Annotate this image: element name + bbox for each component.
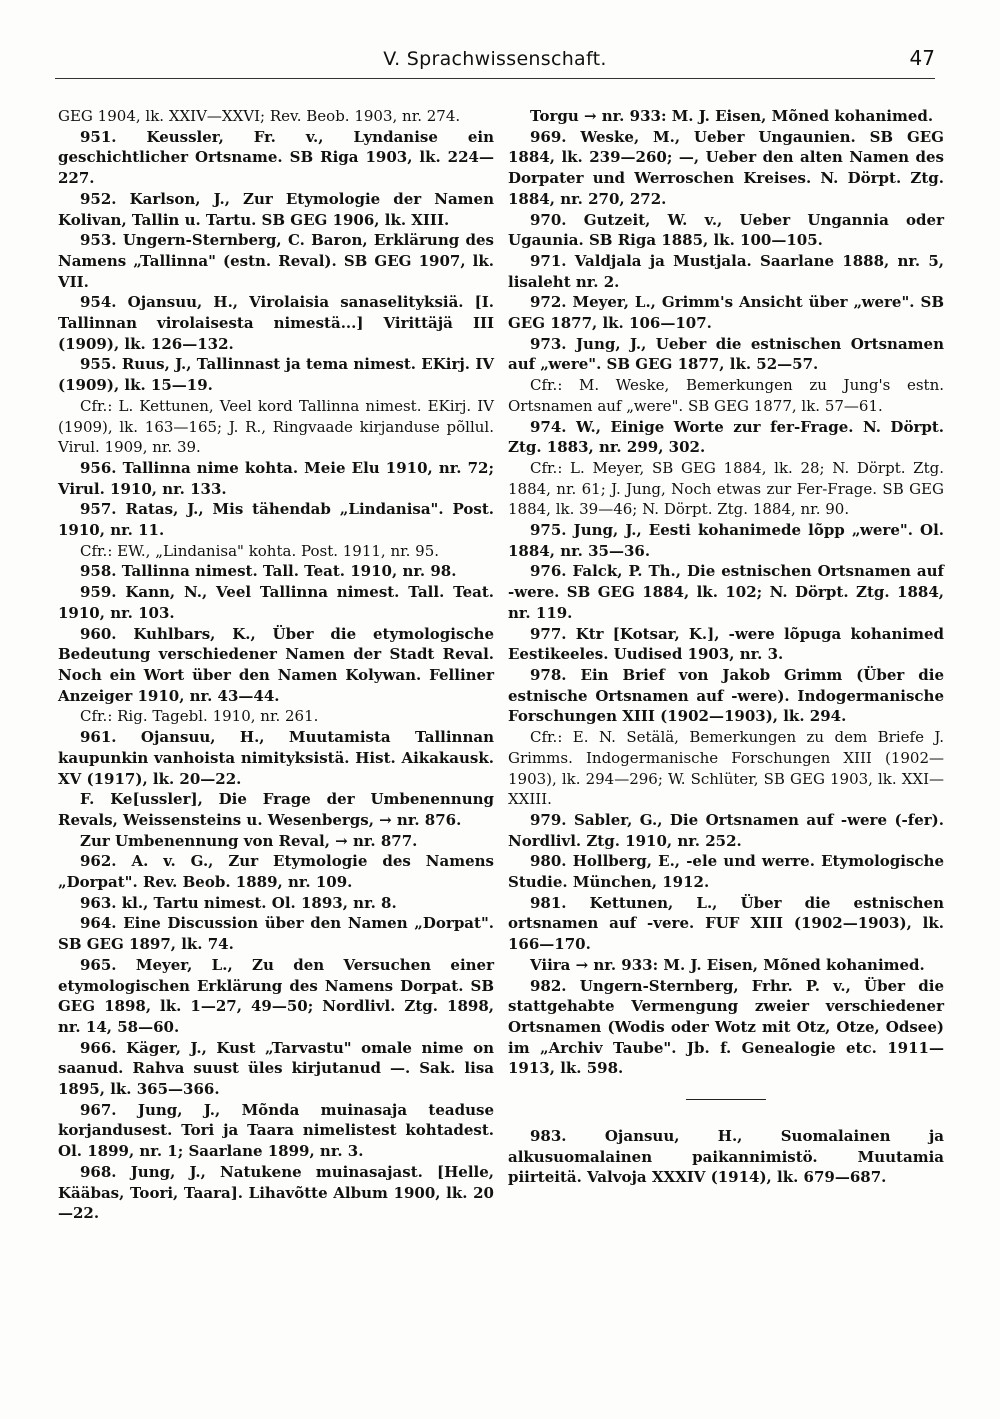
page-header — [55, 44, 935, 84]
bibliography-entry: 957. Ratas, J., Mis tähendab „Lindanisa". Post. 1910, nr. 11. — [58, 500, 494, 540]
bibliography-entry: 951. Keussler, Fr. v., Lyndanise ein geschichtlicher Ortsname. SB Riga 1903, lk. 224—227. — [58, 127, 494, 188]
bibliography-entry: 964. Eine Discussion über den Namen „Dorpat". SB GEG 1897, lk. 74. — [58, 914, 494, 954]
bibliography-entry: 976. Falck, P. Th., Die estnischen Ortsnamen auf -were. SB GEG 1884, lk. 102; N. Dörpt. Ztg. 1884, nr. 119. — [508, 562, 944, 622]
bibliography-entry: 963. kl., Tartu nimest. Ol. 1893, nr. 8. — [80, 893, 397, 912]
bibliography-entry: 974. W., Einige Worte zur fer-Frage. N. Dörpt. Ztg. 1883, nr. 299, 302. — [508, 417, 944, 457]
bibliography-entry: 978. Ein Brief von Jakob Grimm (Über die estnische Ortsnamen auf -were). Indogermanische Forschungen XIII (1902—1903), lk. 294. — [508, 665, 944, 726]
bibliography-entry: 956. Tallinna nime kohta. Meie Elu 1910, nr. 72; Virul. 1910, nr. 133. — [58, 458, 494, 498]
bibliography-entry: 982. Ungern-Sternberg, Frhr. P. v., Über die stattgehabte Vermengung zweier verschiedener Ortsnamen (Wodis oder Wotz mit Otz, Otze, Odsee) im „Archiv Taube". Jb. f. Genealogie etc. 1911—1913, lk. 598. — [508, 976, 944, 1078]
bibliography-entry: 962. A. v. G., Zur Etymologie des Namens „Dorpat". Rev. Beob. 1889, nr. 109. — [58, 852, 494, 892]
bibliography-entry: Zur Umbenennung von Reval, → nr. 877. — [80, 831, 418, 850]
bibliography-entry: 980. Hollberg, E., -ele und werre. Etymologische Studie. München, 1912. — [508, 852, 944, 892]
bibliography-entry: 969. Weske, M., Ueber Ungaunien. SB GEG 1884, lk. 239—260; —, Ueber den alten Namen des Dorpater und Werroschen Kreises. N. Dörpt. Ztg. 1884, nr. 270, 272. — [508, 127, 944, 208]
bibliography-entry: F. Ke[ussler], Die Frage der Umbenennung Revals, Weissensteins u. Wesenbergs, → nr. 876. — [58, 790, 494, 829]
bibliography-entry: Cfr.: L. Kettunen, Veel kord Tallinna nimest. EKirj. IV (1909), lk. 163—165; J. R., Ringvaade kirjanduse põllul. Virul. 1909, nr. 39. — [58, 396, 494, 457]
bibliography-entry: Cfr.: E. N. Setälä, Bemerkungen zu dem Briefe J. Grimms. Indogermanische Forschungen XIII (1902—1903), lk. 294—296; W. Schlüter, SB GEG 1903, lk. XXI—XXIII. — [508, 728, 944, 809]
bibliography-entry: 960. Kuhlbars, K., Über die etymologische Bedeutung verschiedener Namen der Stadt Reval. Noch ein Wort über den Namen Kolywan. Felliner Anzeiger 1910, nr. 43—44. — [58, 624, 494, 705]
bibliography-entry: 971. Valdjala ja Mustjala. Saarlane 1888, nr. 5, lisaleht nr. 2. — [508, 251, 944, 291]
bibliography-entry: 954. Ojansuu, H., Virolaisia sanaselityksiä. [I. Tallinnan virolaisesta nimestä...] Virittäjä III (1909), lk. 126—132. — [58, 293, 494, 353]
bibliography-entry: 970. Gutzeit, W. v., Ueber Ungannia oder Ugaunia. SB Riga 1885, lk. 100—105. — [508, 210, 944, 250]
bibliography-entry: 965. Meyer, L., Zu den Versuchen einer etymologischen Erklärung des Namens Dorpat. SB GEG 1898, lk. 1—27, 49—50; Nordlivl. Ztg. 1898, nr. 14, 58—60. — [58, 955, 494, 1036]
bibliography-entry: Cfr.: M. Weske, Bemerkungen zu Jung's estn. Ortsnamen auf „were". SB GEG 1877, lk. 57—61. — [508, 376, 944, 415]
bibliography-entry: Cfr.: Rig. Tagebl. 1910, nr. 261. — [80, 707, 319, 726]
section-separator — [686, 1099, 766, 1100]
bibliography-entry: 972. Meyer, L., Grimm's Ansicht über „were". SB GEG 1877, lk. 106—107. — [508, 293, 944, 333]
right-column-entries-after-rule — [508, 1126, 944, 1188]
bibliography-entry: 955. Ruus, J., Tallinnast ja tema nimest. EKirj. IV (1909), lk. 15—19. — [58, 355, 494, 395]
bibliography-entry: 966. Käger, J., Kust „Tarvastu" omale nime on saanud. Rahva suust üles kirjutanud —. Sak. lisa 1895, lk. 365—366. — [58, 1038, 494, 1099]
bibliography-entry: 977. Ktr [Kotsar, K.], -were lõpuga kohanimed Eestikeeles. Uudised 1903, nr. 3. — [508, 624, 944, 664]
bibliography-entry: Cfr.: L. Meyer, SB GEG 1884, lk. 28; N. Dörpt. Ztg. 1884, nr. 61; J. Jung, Noch etwas zur Fer-Frage. SB GEG 1884, lk. 39—46; N. Dörpt. Ztg. 1884, nr. 90. — [508, 458, 944, 519]
bibliography-entry: Cfr.: EW., „Lindanisa" kohta. Post. 1911, nr. 95. — [80, 541, 440, 560]
bibliography-entry: Torgu → nr. 933: M. J. Eisen, Mõned kohanimed. — [530, 107, 934, 125]
bibliography-entry: 983. Ojansuu, H., Suomalainen ja alkusuomalainen paikannimistö. Muutamia piirteitä. Valvoja XXXIV (1914), lk. 679—687. — [508, 1127, 944, 1187]
bibliography-entry: 967. Jung, J., Mõnda muinasaja teaduse korjandusest. Tori ja Taara nimelistest kohtadest. Ol. 1899, nr. 1; Saarlane 1899, nr. 3. — [58, 1100, 494, 1161]
bibliography-entry: Viira → nr. 933: M. J. Eisen, Mõned kohanimed. — [530, 955, 925, 974]
running-title: V. Sprachwissenschaft. — [383, 48, 607, 70]
bibliography-entry: 958. Tallinna nimest. Tall. Teat. 1910, nr. 98. — [80, 562, 457, 581]
bibliography-entry: 952. Karlson, J., Zur Etymologie der Namen Kolivan, Tallin u. Tartu. SB GEG 1906, lk. XIII. — [58, 189, 494, 229]
header-rule — [55, 78, 935, 79]
right-column — [508, 106, 944, 1188]
bibliography-entry: 953. Ungern-Sternberg, C. Baron, Erklärung des Namens „Tallinna" (estn. Reval). SB GEG 1907, lk. VII. — [58, 231, 494, 291]
bibliography-entry: 959. Kann, N., Veel Tallinna nimest. Tall. Teat. 1910, nr. 103. — [58, 583, 494, 622]
bibliography-entry: 968. Jung, J., Natukene muinasajast. [Helle, Kääbas, Toori, Taara]. Lihavõtte Album 1900, lk. 20—22. — [58, 1162, 494, 1223]
bibliography-entry: 961. Ojansuu, H., Muutamista Tallinnan kaupunkin vanhoista nimityksistä. Hist. Aikakausk. XV (1917), lk. 20—22. — [58, 728, 494, 788]
left-column — [58, 106, 494, 1224]
bibliography-entry: 975. Jung, J., Eesti kohanimede lõpp „were". Ol. 1884, nr. 35—36. — [508, 521, 944, 560]
page-number: 47 — [909, 46, 935, 70]
bibliography-entry: 981. Kettunen, L., Über die estnischen ortsnamen auf -vere. FUF XIII (1902—1903), lk. 166—170. — [508, 893, 944, 954]
right-column-entries — [508, 106, 944, 1079]
bibliography-entry: 979. Sabler, G., Die Ortsnamen auf -were (-fer). Nordlivl. Ztg. 1910, nr. 252. — [508, 810, 944, 850]
bibliography-entry: 973. Jung, J., Ueber die estnischen Ortsnamen auf „were". SB GEG 1877, lk. 52—57. — [508, 334, 944, 374]
bibliography-entry: GEG 1904, lk. XXIV—XXVI; Rev. Beob. 1903, nr. 274. — [58, 107, 461, 125]
